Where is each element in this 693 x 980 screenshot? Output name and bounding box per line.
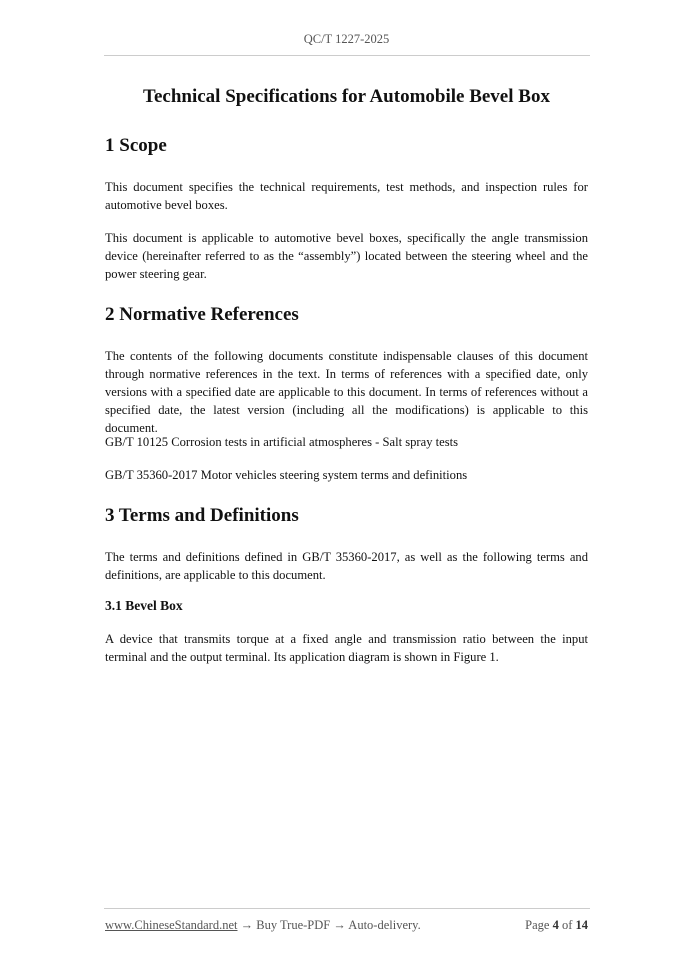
paragraph: The terms and definitions defined in GB/T 35360-2017, as well as the following terms and definitions, are applicable to this document. xyxy=(105,550,588,582)
reference-item: GB/T 35360-2017 Motor vehicles steering system terms and definitions xyxy=(105,468,468,482)
current-page: 4 xyxy=(552,918,559,932)
paragraph: This document specifies the technical requirements, test methods, and inspection rules for automotive bevel boxes. xyxy=(105,180,588,212)
header-divider xyxy=(104,55,590,56)
paragraph: A device that transmits torque at a fixed angle and transmission ratio between the input terminal and the output terminal. Its application diagram is shown in Figure 1. xyxy=(105,632,588,664)
section-heading-scope: 1 Scope xyxy=(105,135,167,156)
reference-item: GB/T 10125 Corrosion tests in artificial atmospheres - Salt spray tests xyxy=(105,435,459,449)
total-pages: 14 xyxy=(575,918,588,932)
header-doc-code: QC/T 1227-2025 xyxy=(303,32,390,46)
footer-promo-text: → Buy True-PDF → Auto-delivery. xyxy=(237,918,421,932)
website-link[interactable]: www.ChineseStandard.net xyxy=(105,918,238,932)
section-heading-terms-definitions: 3 Terms and Definitions xyxy=(105,505,299,526)
page-number xyxy=(525,918,588,933)
of-label: of xyxy=(561,918,573,932)
paragraph: This document is applicable to automotive bevel boxes, specifically the angle transmission device (hereinafter referred to as the “assembly”) located between the steering wheel and the power steering gear. xyxy=(105,231,588,281)
footer-promo xyxy=(105,918,421,933)
section-heading-normative-references: 2 Normative References xyxy=(105,304,299,325)
footer-divider xyxy=(104,908,590,909)
paragraph: The contents of the following documents constitute indispensable clauses of this document through normative references in the text. In terms of references with a specified date, only versions with a specified date are applicable to this document. In terms of references without a specified date, the latest version (including all the modifications) is applicable to this document. xyxy=(105,349,588,435)
subsection-heading-bevel-box: 3.1 Bevel Box xyxy=(105,598,183,613)
page-label: Page xyxy=(525,918,550,932)
page-title: Technical Specifications for Automobile Bevel Box xyxy=(143,86,550,107)
footer xyxy=(105,918,588,933)
